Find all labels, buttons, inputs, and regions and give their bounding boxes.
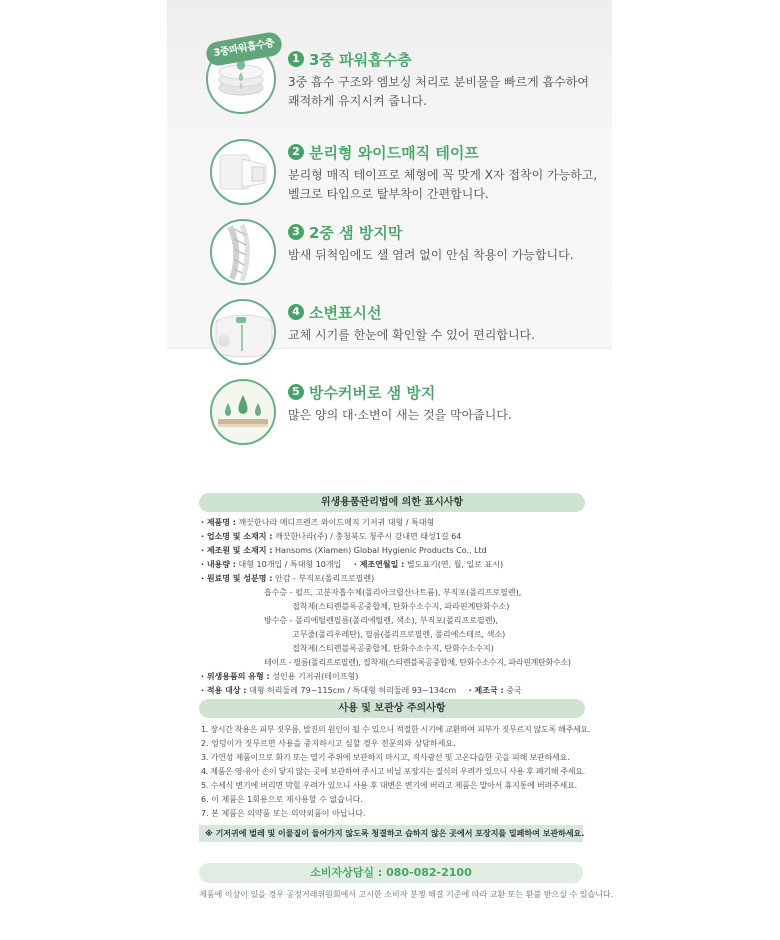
feature-number: 4 <box>288 304 304 320</box>
feature-text <box>288 48 608 111</box>
waterproof-drops-icon <box>210 379 276 445</box>
list-item: 6. 이 제품은 1회용으로 재사용할 수 없습니다. <box>201 795 363 804</box>
list-item: 1. 장시간 착용은 피부 짓무름, 발진의 원인이 될 수 있으니 적절한 시기에 교환하여 피부가 짓무르지 않도록 해주세요. <box>201 725 591 734</box>
feature-number: 3 <box>288 224 304 240</box>
contents-row: · 내용량 : 대형 10개입 / 특대형 10개입 · 제조연월일 : 별도표기(연, 월, 일로 표시) <box>201 560 504 569</box>
materials-row: · 원료명 및 성분명 : 안감 - 부직포(폴리프로필렌) <box>201 574 375 583</box>
leak-guard-icon <box>210 219 276 285</box>
feature-description: 밤새 뒤척임에도 샐 염려 없이 안심 착용이 가능합니다. <box>288 248 574 262</box>
power-absorb-badge: 3중파워흡수층 <box>204 31 283 68</box>
list-item: 2. 엉덩이가 짓무르면 사용을 중지하시고 심할 경우 전문의와 상담하세요. <box>201 739 456 748</box>
feature-description: 많은 양의 대·소변이 새는 것을 막아줍니다. <box>288 408 512 422</box>
material-line: 접착제(스티렌블록공중합체, 탄화수소수지, 파라핀계탄화수소) <box>292 602 510 611</box>
material-line: 고무줄(폴리우레탄), 필름(폴리프로필렌, 폴리에스테르, 색소) <box>292 630 506 639</box>
company-row: · 업소명 및 소재지 : 깨끗한나라(주) / 충청북도 청주시 강내면 태성1길 64 <box>201 532 462 541</box>
list-item: 7. 본 제품은 의약품 또는 의약외품이 아닙니다. <box>201 809 366 818</box>
feature-text <box>288 381 608 425</box>
feature-title: 1 3중 파워흡수층 <box>288 48 608 70</box>
storage-notice: ※ 기저귀에 벌레 및 이물질이 들어가지 않도록 청결하고 습하지 않은 곳에서 포장지를 밀페하여 보관하세요. <box>199 825 583 842</box>
type-row: · 위생용품의 유형 : 성인용 기저귀(테이프형) <box>201 672 359 681</box>
feature-description: 분리형 매직 테이프로 체형에 꼭 맞게 X자 접착이 가능하고, 벨크로 타입으로 탈부착이 간편합니다. <box>288 168 598 201</box>
feature-number: 1 <box>288 51 304 67</box>
list-item: 5. 수세식 변기에 버리면 막힐 우려가 있으니 사용 후 대변은 변기에 버리고 제품은 말아서 휴지통에 버려주세요. <box>201 781 577 790</box>
feature-text <box>288 221 608 265</box>
magic-tape-icon <box>210 139 276 205</box>
consumer-hotline: 소비자상담실 : 080-082-2100 <box>199 863 583 883</box>
list-item: 4. 제품은 영·유아 손이 닿지 않는 곳에 보관하여 주시고 비닐 포장지는 질식의 우려가 있으니 사용 후 폐기해 주세요. <box>201 767 585 776</box>
refund-note: 제품에 이상이 있을 경우 공정거래위원회에서 고시한 소비자 분쟁 해결 기준에 따라 교환 또는 환불 받으실 수 있습니다. <box>199 890 614 899</box>
feature-title: 5 방수커버로 샘 방지 <box>288 381 608 403</box>
feature-description: 교체 시기를 한눈에 확인할 수 있어 편리합니다. <box>288 328 535 342</box>
label-section-header: 위생용품관리법에 의한 표시사항 <box>199 493 585 512</box>
feature-title: 3 2중 샘 방지막 <box>288 221 608 243</box>
caution-section-header: 사용 및 보관상 주의사항 <box>199 699 585 718</box>
feature-title: 4 소변표시선 <box>288 301 608 323</box>
material-line: 접착제(스티렌블록공중합체, 탄화수소수지, 탄화수소수지) <box>292 644 494 653</box>
wetness-indicator-icon <box>210 299 276 365</box>
feature-text <box>288 301 608 345</box>
material-line: 흡수층 - 펄프, 고분자흡수체(폴리아크릴산나트륨), 부직포(폴리프로필렌), <box>264 588 522 597</box>
target-row: · 적용 대상 : 대형 허리둘레 79~115cm / 특대형 허리둘레 93~134cm · 제조국 : 중국 <box>201 686 522 695</box>
feature-number: 2 <box>288 144 304 160</box>
list-item: 3. 가연성 제품이므로 화기 또는 열기 주위에 보관하지 마시고, 직사광선 및 고온다습한 곳을 피해 보관하세요. <box>201 753 570 762</box>
material-line: 방수층 - 폴리에틸렌필름(폴리에틸렌, 색소), 부직포(폴리프로필렌), <box>264 616 499 625</box>
feature-description: 3중 흡수 구조와 엠보싱 처리로 분비물을 빠르게 흡수하여 쾌적하게 유지시켜 줍니다. <box>288 75 589 108</box>
feature-number: 5 <box>288 384 304 400</box>
material-line: 테이프 - 필름(폴리프로필렌), 접착제(스티렌블록공중합체, 탄화수소수지, 파라핀계탄화수소) <box>264 658 571 667</box>
feature-text <box>288 141 608 204</box>
feature-title: 2 분리형 와이드매직 테이프 <box>288 141 608 163</box>
manufacturer-row: · 제조원 및 소재지 : Hansoms (Xiamen) Global Hygienic Products Co., Ltd <box>201 546 487 555</box>
product-name-row: · 제품명 : 깨끗한나라 메디프렌즈 와이드매직 기저귀 대형 / 특대형 <box>201 518 435 527</box>
